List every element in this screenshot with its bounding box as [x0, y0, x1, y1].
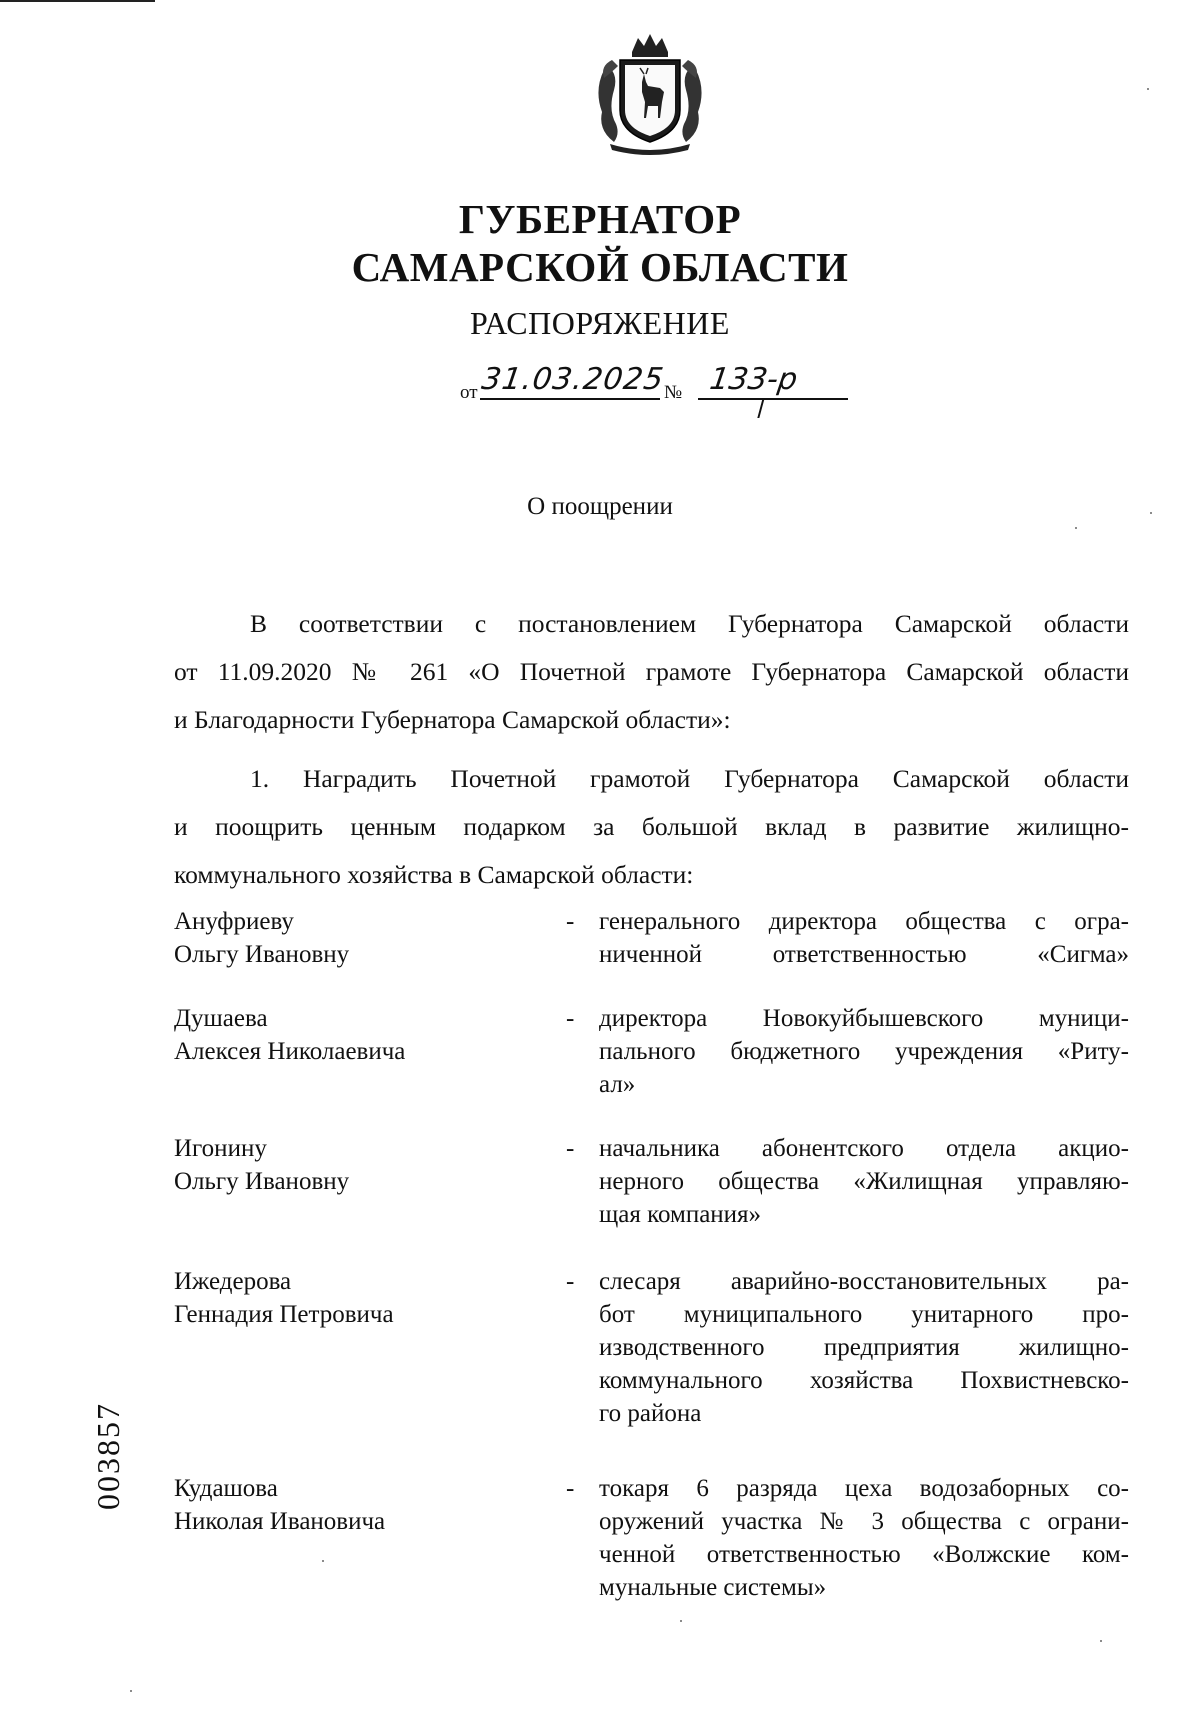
number-underline — [698, 398, 848, 400]
recipient-name: Кудашова Николая Ивановича — [174, 1475, 386, 1535]
recipient-dash: - — [566, 908, 575, 935]
recipient-description: токаря 6 разряда цеха водозаборных со- оружений участка № 3 общества с ограни- ченной ответственностью «Волжские ком- мунальные системы» — [599, 1475, 1129, 1601]
header-title-line1: ГУБЕРНАТОР — [458, 196, 742, 242]
recipient-name: Игонину Ольгу Ивановну — [174, 1135, 350, 1195]
signature-tick — [757, 398, 764, 418]
item1-line-2: и поощрить ценным подарком за большой вклад в развитие жилищно- — [174, 812, 1129, 841]
item1-line-3: коммунального хозяйства в Самарской области: — [174, 860, 694, 889]
recipient-description: слесаря аварийно-восстановительных ра- бот муниципального унитарного про- изводственного предприятия жилищно- коммунального хозяйства Похвистневско- го района — [599, 1268, 1129, 1427]
scan-speck — [322, 1560, 324, 1562]
scan-speck — [1100, 1640, 1102, 1642]
scan-edge-line — [0, 0, 155, 2]
header-title — [0, 195, 1200, 291]
order-date: 31.03.2025 — [479, 362, 667, 397]
scan-speck — [680, 1620, 682, 1622]
intro-line-1: В соответствии с постановлением Губернатора Самарской области — [250, 609, 1129, 638]
recipient-description: директора Новокуйбышевского муници- пального бюджетного учреждения «Риту- ал» — [599, 1005, 1129, 1098]
intro-line-2: от 11.09.2020 № 261 «О Почетной грамоте Губернатора Самарской области — [174, 657, 1129, 686]
header-title-line2: САМАРСКОЙ ОБЛАСТИ — [351, 244, 849, 290]
item1-line-1: 1. Наградить Почетной грамотой Губернатора Самарской области — [250, 764, 1129, 793]
scan-speck — [1150, 512, 1152, 514]
recipient-name: Душаева Алексея Николаевича — [174, 1005, 406, 1065]
order-type: РАСПОРЯЖЕНИЕ — [470, 305, 730, 341]
recipient-dash: - — [566, 1005, 575, 1032]
number-prefix: № — [664, 382, 683, 403]
recipient-description: генерального директора общества с огра- ниченной ответственностью «Сигма» — [599, 908, 1129, 968]
coat-of-arms-emblem — [590, 30, 710, 156]
scan-speck — [1147, 88, 1149, 90]
date-prefix: от — [460, 382, 478, 403]
recipient-name: Ижедерова Геннадия Петровича — [174, 1268, 394, 1328]
intro-line-3: и Благодарности Губернатора Самарской области»: — [174, 705, 731, 734]
recipient-name: Ануфриеву Ольгу Ивановну — [174, 908, 350, 968]
recipient-dash: - — [566, 1268, 575, 1295]
side-serial-number: 003857 — [90, 1402, 126, 1510]
subject-heading: О поощрении — [527, 493, 673, 520]
recipient-dash: - — [566, 1135, 575, 1162]
scan-speck — [130, 1690, 132, 1692]
intro-paragraph — [174, 600, 1129, 744]
recipient-dash: - — [566, 1475, 575, 1502]
item1-paragraph — [174, 755, 1129, 899]
scan-speck — [1075, 527, 1077, 529]
order-number: 133-р — [707, 362, 800, 397]
order-date-number — [460, 362, 860, 402]
recipient-description: начальника абонентского отдела акцио- нерного общества «Жилищная управляю- щая компания» — [599, 1135, 1129, 1228]
date-underline — [480, 398, 660, 400]
